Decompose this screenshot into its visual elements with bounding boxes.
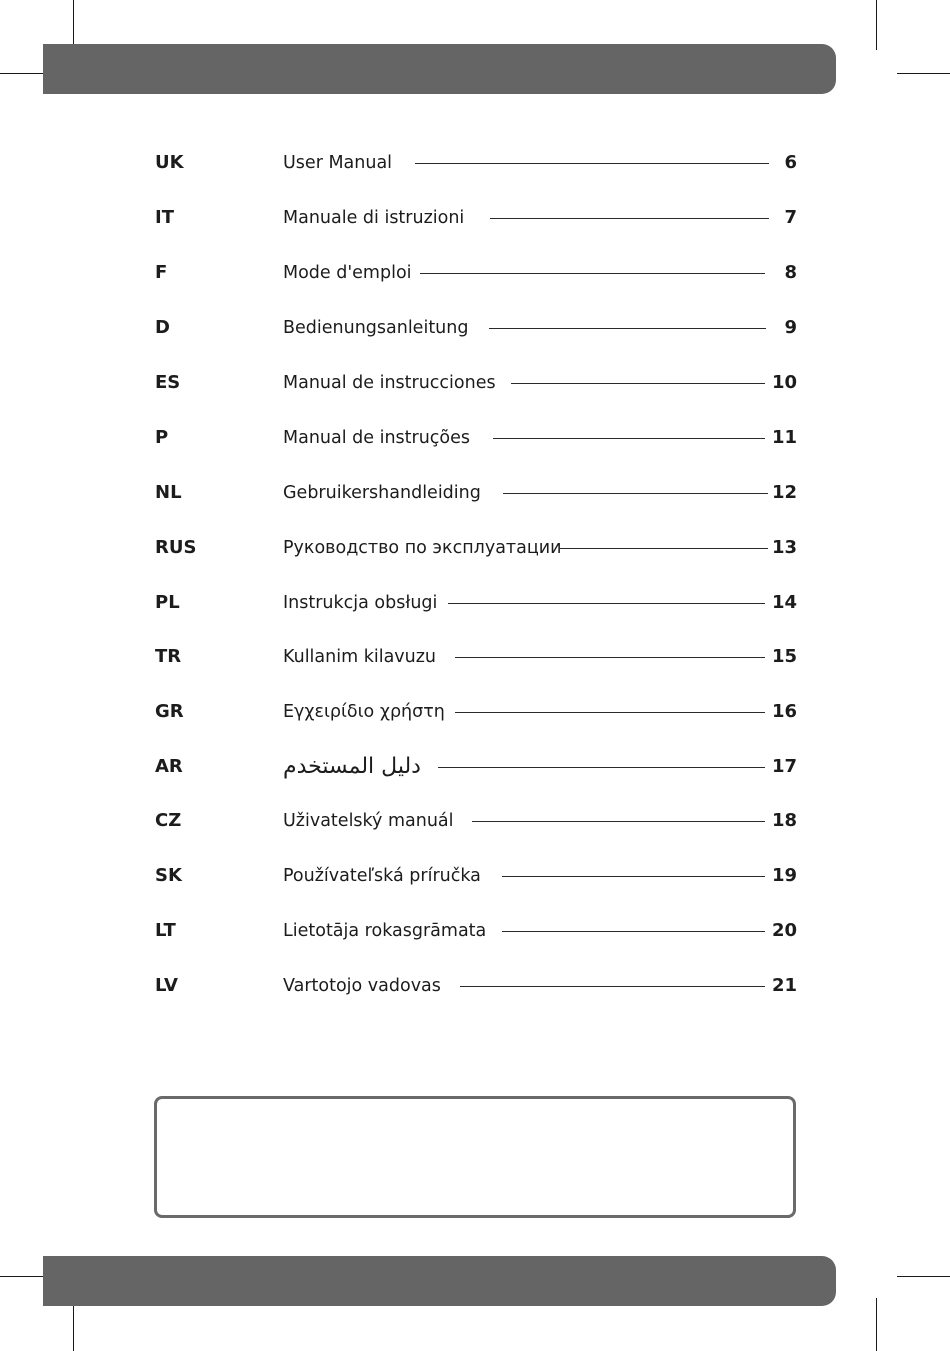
- crop-mark: [73, 0, 74, 50]
- manual-title: Uživatelský manuál: [283, 811, 454, 831]
- language-code: GR: [155, 701, 184, 722]
- language-code: IT: [155, 207, 174, 228]
- leader-line: [438, 767, 765, 768]
- leader-line: [489, 328, 766, 329]
- page-number: 19: [771, 865, 797, 886]
- language-code: SK: [155, 865, 182, 886]
- page-number: 16: [771, 701, 797, 722]
- toc-row-gr[interactable]: [0, 697, 950, 727]
- page-number: 18: [771, 810, 797, 831]
- header-band: [43, 44, 836, 94]
- manual-title: Manual de instruções: [283, 428, 471, 448]
- toc-row-rus[interactable]: [0, 533, 950, 563]
- page-number: 7: [784, 207, 797, 228]
- language-code: ES: [155, 372, 181, 393]
- toc-row-lt[interactable]: [0, 916, 950, 946]
- manual-title: Instrukcja obsługi: [283, 593, 438, 613]
- leader-line: [415, 163, 769, 164]
- language-code: F: [155, 262, 168, 283]
- leader-line: [511, 383, 765, 384]
- page-number: 21: [771, 975, 797, 996]
- page-number: 14: [771, 592, 797, 613]
- manual-title: User Manual: [283, 153, 393, 173]
- leader-line: [472, 821, 765, 822]
- crop-mark: [876, 0, 877, 50]
- note-box: [154, 1096, 796, 1218]
- crop-mark: [876, 1298, 877, 1351]
- leader-line: [502, 876, 765, 877]
- toc-row-ar[interactable]: [0, 752, 950, 782]
- toc-row-cz[interactable]: [0, 806, 950, 836]
- leader-line: [502, 931, 765, 932]
- language-code: LV: [155, 975, 178, 996]
- language-code: UK: [155, 152, 184, 173]
- language-code: D: [155, 317, 170, 338]
- manual-title: Εγχειρίδιο χρήστη: [283, 702, 445, 722]
- toc-row-pl[interactable]: [0, 588, 950, 618]
- footer-band: [43, 1256, 836, 1306]
- language-code: CZ: [155, 810, 182, 831]
- toc-row-sk[interactable]: [0, 861, 950, 891]
- leader-line: [460, 986, 765, 987]
- language-code: RUS: [155, 537, 197, 558]
- manual-title: Руководство по эксплуатации: [283, 538, 562, 558]
- manual-title: Kullanim kilavuzu: [283, 647, 437, 667]
- leader-line: [420, 273, 765, 274]
- leader-line: [493, 438, 765, 439]
- language-code: TR: [155, 646, 182, 667]
- toc-row-lv[interactable]: [0, 971, 950, 1001]
- leader-line: [503, 493, 768, 494]
- manual-title: Manuale di istruzioni: [283, 208, 465, 228]
- leader-line: [448, 603, 765, 604]
- leader-line: [490, 218, 769, 219]
- language-code: NL: [155, 482, 182, 503]
- toc-row-p[interactable]: [0, 423, 950, 453]
- toc-row-es[interactable]: [0, 368, 950, 398]
- toc-row-d[interactable]: [0, 313, 950, 343]
- page-number: 6: [784, 152, 797, 173]
- manual-title: دليل المستخدم: [283, 754, 421, 779]
- manual-title: Vartotojo vadovas: [283, 976, 441, 996]
- leader-line: [455, 712, 765, 713]
- crop-mark: [897, 1276, 950, 1277]
- leader-line: [559, 548, 768, 549]
- language-code: AR: [155, 756, 183, 777]
- toc-row-tr[interactable]: [0, 642, 950, 672]
- language-code: LT: [155, 920, 176, 941]
- page-number: 20: [771, 920, 797, 941]
- toc-row-f[interactable]: [0, 258, 950, 288]
- page-number: 17: [771, 756, 797, 777]
- page-number: 9: [784, 317, 797, 338]
- toc-row-uk[interactable]: [0, 148, 950, 178]
- language-code: P: [155, 427, 169, 448]
- toc-row-it[interactable]: [0, 203, 950, 233]
- language-code: PL: [155, 592, 180, 613]
- page-number: 13: [771, 537, 797, 558]
- manual-title: Lietotāja rokasgrāmata: [283, 921, 487, 941]
- leader-line: [455, 657, 765, 658]
- manual-title: Mode d'emploi: [283, 263, 412, 283]
- page-number: 10: [771, 372, 797, 393]
- manual-title: Manual de instrucciones: [283, 373, 496, 393]
- page-number: 12: [771, 482, 797, 503]
- crop-mark: [897, 73, 950, 74]
- page-number: 15: [771, 646, 797, 667]
- manual-title: Používateľská príručka: [283, 866, 481, 886]
- toc-row-nl[interactable]: [0, 478, 950, 508]
- manual-title: Bedienungsanleitung: [283, 318, 469, 338]
- page-number: 8: [784, 262, 797, 283]
- manual-title: Gebruikershandleiding: [283, 483, 481, 503]
- page-number: 11: [771, 427, 797, 448]
